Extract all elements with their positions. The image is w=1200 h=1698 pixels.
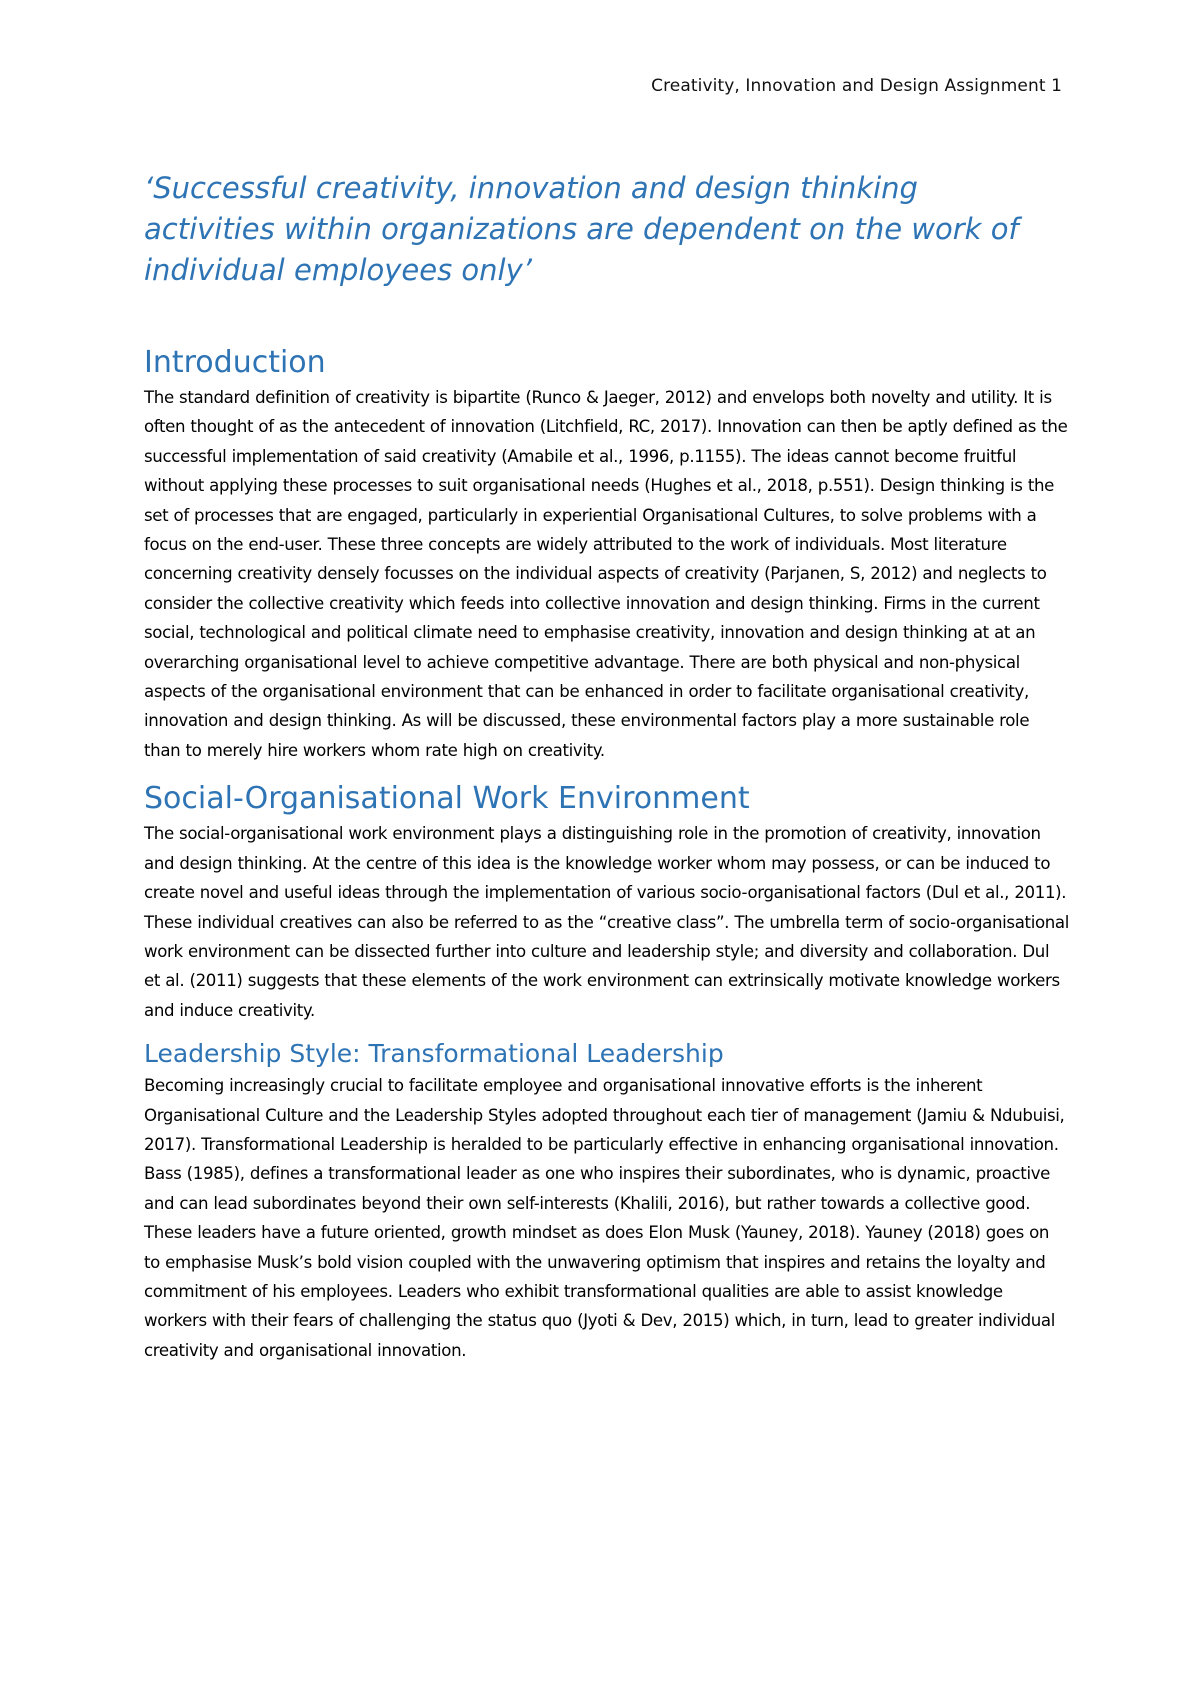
social-organisational-paragraph: The social-organisational work environment plays a distinguishing role in the promotion of creativity, innovation and design thinking. At the centre of this idea is the knowledge worker whom may possess, or can be induced to create novel and useful ideas through the implementation of various socio-organisational factors (Dul et al., 2011). These individual creatives can also be referred to as the “creative class”. The umbrella term of socio-organisational work environment can be dissected further into culture and leadership style; and diversity and collaboration. Dul et al. (2011) suggests that these elements of the work environment can extrinsically motivate knowledge workers and induce creativity. bbox=[144, 824, 1069, 1020]
document-title: ‘Successful creativity, innovation and design thinking activities within organizations are dependent on the work of individual employees only’ bbox=[144, 171, 1019, 287]
spacer bbox=[144, 1025, 1069, 1037]
document-body bbox=[144, 343, 1069, 1365]
leadership-style-paragraph: Becoming increasingly crucial to facilitate employee and organisational innovative efforts is the inherent Organisational Culture and the Leadership Styles adopted throughout each tier of management (Jamiu & Ndubuisi, 2017). Transformational Leadership is heralded to be particularly effective in enhancing organisational innovation. Bass (1985), defines a transformational leader as one who inspires their subordinates, who is dynamic, proactive and can lead subordinates beyond their own self-interests (Khalili, 2016), but rather towards a collective good. These leaders have a future oriented, growth mindset as does Elon Musk (Yauney, 2018). Yauney (2018) goes on to emphasise Musk’s bold vision coupled with the unwavering optimism that inspires and retains the loyalty and commitment of his employees. Leaders who exhibit transformational qualities are able to assist knowledge workers with their fears of challenging the status quo (Jyoti & Dev, 2015) which, in turn, lead to greater individual creativity and organisational innovation. bbox=[144, 1076, 1065, 1360]
section-introduction bbox=[144, 343, 1069, 765]
introduction-heading: Introduction bbox=[144, 345, 326, 380]
spacer bbox=[144, 765, 1069, 779]
social-organisational-heading: Social-Organisational Work Environment bbox=[144, 781, 750, 817]
running-header: Creativity, Innovation and Design Assignment 1 bbox=[651, 76, 1062, 96]
subsection-leadership-style bbox=[144, 1037, 1069, 1365]
introduction-paragraph: The standard definition of creativity is bipartite (Runco & Jaeger, 2012) and envelops both novelty and utility. It is often thought of as the antecedent of innovation (Litchfield, RC, 2017). Innovation can then be aptly defined as the successful implementation of said creativity (Amabile et al., 1996, p.1155). The ideas cannot become fruitful without applying these processes to suit organisational needs (Hughes et al., 2018, p.551). Design thinking is the set of processes that are engaged, particularly in experiential Organisational Cultures, to solve problems with a focus on the end-user. These three concepts are widely attributed to the work of individuals. Most literature concerning creativity densely focusses on the individual aspects of creativity (Parjanen, S, 2012) and neglects to consider the collective creativity which feeds into collective innovation and design thinking. Firms in the current social, technological and political climate need to emphasise creativity, innovation and design thinking at at an overarching organisational level to achieve competitive advantage. There are both physical and non-physical aspects of the organisational environment that can be enhanced in order to facilitate organisational creativity, innovation and design thinking. As will be discussed, these environmental factors play a more sustainable role than to merely hire workers whom rate high on creativity. bbox=[144, 388, 1068, 760]
leadership-style-heading: Leadership Style: Transformational Leadership bbox=[144, 1039, 724, 1069]
section-social-organisational-work-environment bbox=[144, 779, 1069, 1025]
